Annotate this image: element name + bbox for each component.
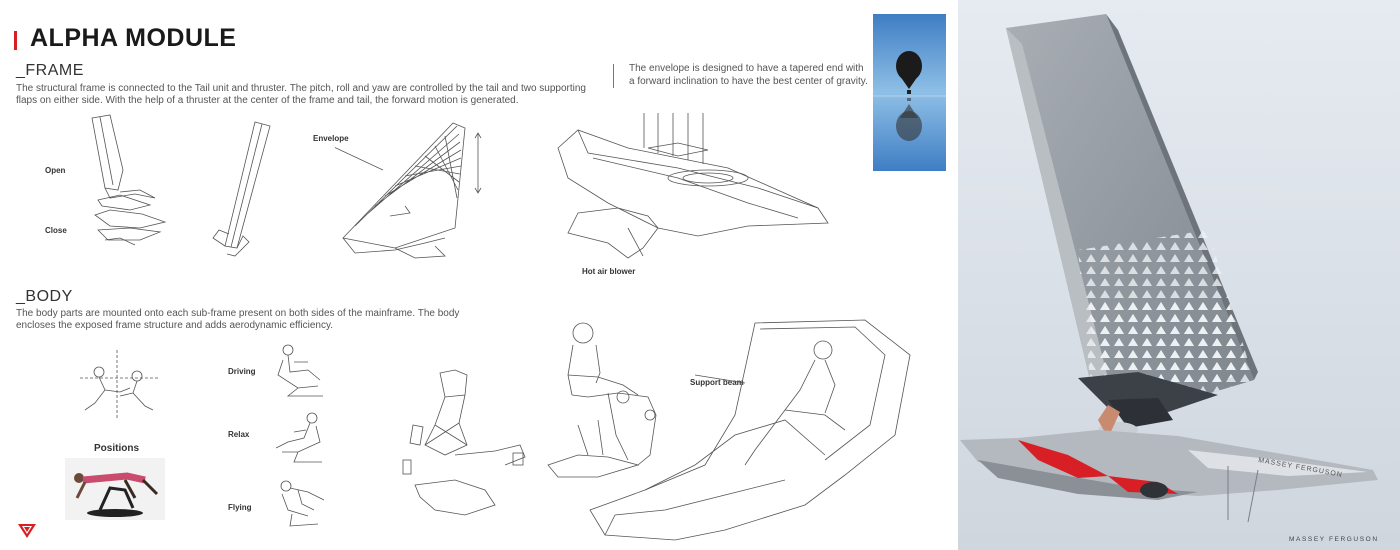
frame-description: The structural frame is connected to the Tail unit and thruster. The pitch, roll and yaw are controlled by the tail and two supporting flaps on either side. With the help of a thruster at the center of the frame and tail, the forward motion is generated.	[16, 83, 586, 106]
sketch-tail-open-close	[80, 110, 175, 255]
sketch-frame-tall	[205, 118, 275, 263]
label-flying: Flying	[228, 503, 252, 512]
page-title: ALPHA MODULE	[30, 24, 237, 52]
massey-ferguson-logo	[16, 522, 38, 540]
sketch-positions	[75, 348, 165, 423]
sketch-driving	[268, 340, 333, 400]
render-alpha-module	[958, 0, 1400, 550]
sketch-envelope-frame	[335, 118, 490, 278]
label-hot-air-blower: Hot air blower	[582, 267, 636, 276]
label-envelope: Envelope	[313, 134, 349, 143]
sketch-seat-frame	[395, 365, 535, 530]
photo-balloon-reference	[873, 14, 946, 171]
title-accent-bar	[14, 31, 17, 50]
label-close: Close	[45, 226, 67, 235]
render-brand-text: MASSEY FERGUSON	[1289, 536, 1379, 543]
render-hull-text: MASSEY FERGUSON	[1257, 457, 1344, 479]
sketch-hot-air-blower	[548, 108, 833, 268]
sketch-relax	[268, 408, 333, 466]
body-heading: _BODY	[16, 288, 73, 305]
label-relax: Relax	[228, 430, 250, 439]
body-description: The body parts are mounted onto each sub-frame present on both sides of the mainframe. The body encloses the exposed frame structure and adds aerodynamic efficiency.	[16, 308, 460, 331]
frame-heading: _FRAME	[16, 62, 84, 79]
envelope-note-divider	[613, 64, 614, 88]
envelope-note: The envelope is designed to have a tapered end with a forward inclination to have the best center of gravity.	[629, 63, 868, 87]
sketch-body-shell-support-beam	[585, 315, 915, 545]
label-driving: Driving	[228, 367, 256, 376]
label-positions: Positions	[94, 443, 140, 454]
sketch-flying	[268, 474, 333, 530]
label-support-beam: Support beam	[690, 378, 744, 387]
label-open: Open	[45, 166, 66, 175]
photo-positions	[65, 458, 165, 520]
